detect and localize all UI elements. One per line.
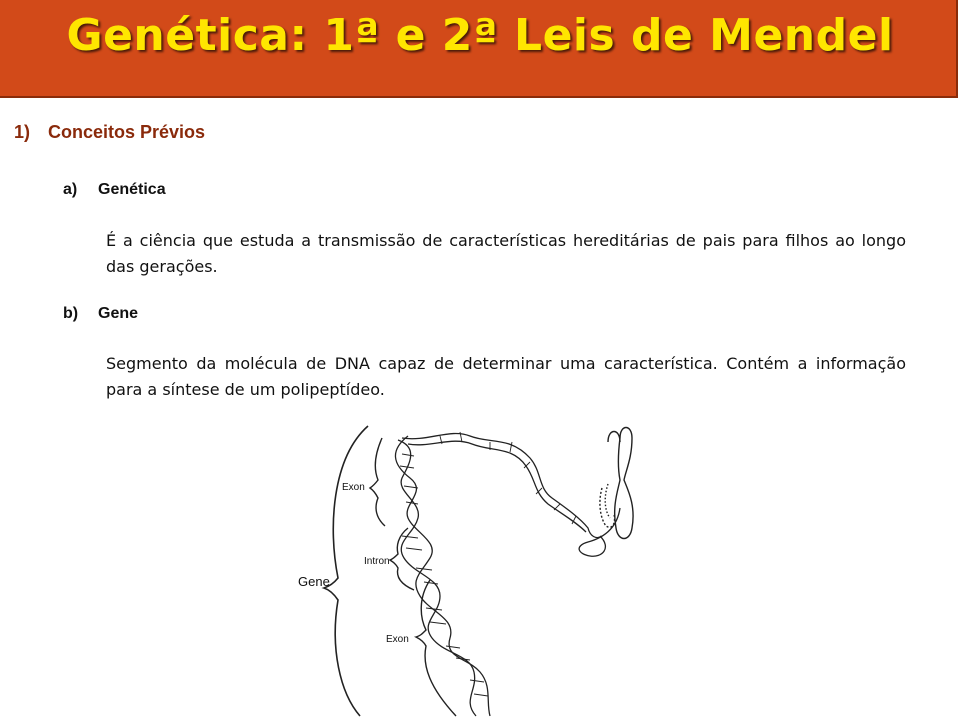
item-term: Genética (98, 181, 166, 198)
section-title: Conceitos Prévios (48, 122, 206, 142)
gene-brace (324, 426, 368, 716)
gene-dna-figure (290, 418, 670, 720)
definition-gene: Segmento da molécula de DNA capaz de determinar uma característica. Contém a informação para a síntese de um polipeptídeo. (106, 354, 906, 399)
exon-top-brace (370, 438, 385, 526)
subheading-gene (63, 305, 138, 323)
section-number: 1) (14, 122, 31, 142)
item-term: Gene (98, 305, 139, 322)
intron-label: Intron (364, 556, 390, 567)
gene-label: Gene (298, 574, 330, 589)
item-letter: b) (63, 305, 79, 322)
item-letter: a) (63, 181, 78, 198)
exon-bottom-label: Exon (386, 634, 409, 645)
exon-top-label: Exon (342, 482, 365, 493)
subheading-genetica (63, 181, 166, 199)
slide-title: Genética: 1ª e 2ª Leis de Mendel (66, 10, 894, 61)
dna-double-helix (395, 432, 620, 716)
definition-genetica: É a ciência que estuda a transmissão de características hereditárias de pais para filhos ao longo das gerações. (106, 231, 906, 276)
section-heading (14, 122, 205, 143)
chromosome-icon (600, 428, 633, 539)
